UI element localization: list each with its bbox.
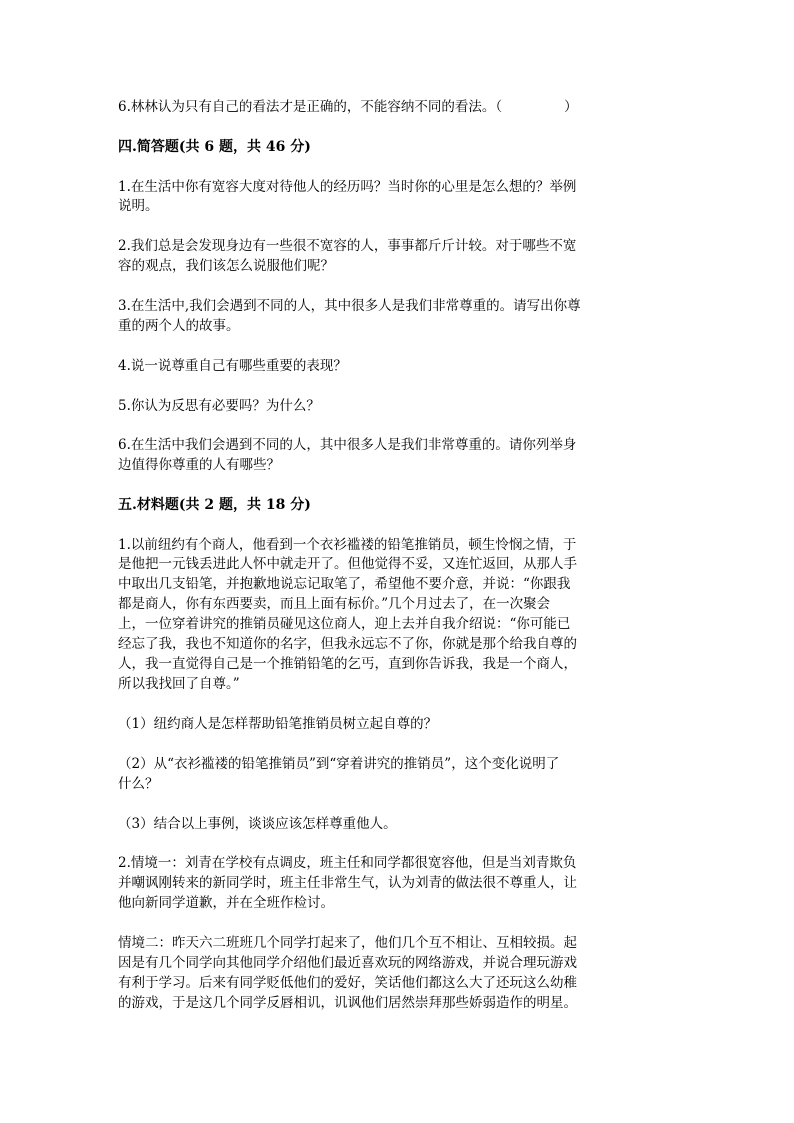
material-2-line-2: 并嘲讽刚转来的新同学时，班主任非常生气，认为刘青的做法很不尊重人，让 xyxy=(118,875,577,891)
material-1-subquestion-2-line-1: （2）从“衣衫褴褛的铅笔推销员”到“穿着讲究的推销员”，这个变化说明了 xyxy=(118,756,560,772)
short-answer-6-line-1: 6.在生活中我们会遇到不同的人，其中很多人是我们非常尊重的。请你列举身 xyxy=(118,437,577,453)
material-1-line-4: 都是商人，你有东西要卖，而且上面有标价。”几个月过去了，在一次聚会 xyxy=(118,596,551,612)
material-1-subquestion-2-line-2: 什么？ xyxy=(118,776,159,792)
material-2-context-2-line-1: 情境二：昨天六二班班几个同学打起来了，他们几个互不相让、互相较损。起 xyxy=(118,935,577,951)
material-1-line-6: 经忘了我，我也不知道你的名字，但我永远忘不了你，你就是那个给我自尊的 xyxy=(118,636,577,652)
short-answer-2-line-2: 容的观点，我们该怎么说服他们呢？ xyxy=(118,258,334,274)
material-2-context-2-line-4: 的游戏，于是这几个同学反唇相讥，讥讽他们居然崇拜那些娇弱造作的明星。 xyxy=(118,995,577,1011)
short-answer-5: 5.你认为反思有必要吗？为什么？ xyxy=(118,398,320,414)
answer-bracket-close: ） xyxy=(564,99,578,115)
material-2-line-1: 2.情境一：刘青在学校有点调皮，班主任和同学都很宽容他，但是当刘青欺负 xyxy=(118,855,577,871)
material-1-line-3: 中取出几支铅笔，并抱歉地说忘记取笔了，希望他不要介意，并说：“你跟我 xyxy=(118,576,571,592)
material-2-line-3: 他向新同学道歉，并在全班作检讨。 xyxy=(118,895,334,911)
material-1-subquestion-3: （3）结合以上事例，谈谈应该怎样尊重他人。 xyxy=(118,816,397,832)
short-answer-3-line-1: 3.在生活中,我们会遇到不同的人，其中很多人是我们非常尊重的。请写出你尊 xyxy=(118,298,581,314)
short-answer-1-line-1: 1.在生活中你有宽容大度对待他人的经历吗？当时你的心里是怎么想的？举例 xyxy=(118,179,577,195)
short-answer-6-line-2: 边值得你尊重的人有哪些？ xyxy=(118,457,280,473)
material-1-subquestion-1: （1）纽约商人是怎样帮助铅笔推销员树立起自尊的？ xyxy=(118,716,438,732)
short-answer-3-line-2: 重的两个人的故事。 xyxy=(118,318,240,334)
section-4-heading: 四.简答题(共 6 题，共 46 分) xyxy=(118,139,311,155)
short-answer-1-line-2: 说明。 xyxy=(118,198,159,214)
short-answer-2-line-1: 2.我们总是会发现身边有一些很不宽容的人，事事都斤斤计较。对于哪些不宽 xyxy=(118,238,577,254)
material-2-context-2-line-3: 有利于学习。后来有同学贬低他们的爱好，笑话他们都这么大了还玩这么幼稚 xyxy=(118,975,577,991)
question-text: 6.林林认为只有自己的看法才是正确的，不能容纳不同的看法。（ xyxy=(118,99,503,115)
material-1-line-2: 是他把一元钱丢进此人怀中就走开了。但他觉得不妥，又连忙返回，从那人手 xyxy=(118,556,577,572)
short-answer-4: 4.说一说尊重自己有哪些重要的表现？ xyxy=(118,358,347,374)
section-5-heading: 五.材料题(共 2 题，共 18 分) xyxy=(118,497,311,513)
material-1-line-8: 所以我找回了自尊。” xyxy=(118,676,240,692)
material-1-line-1: 1.以前纽约有个商人，他看到一个衣衫褴褛的铅笔推销员，顿生怜悯之情，于 xyxy=(118,537,577,553)
material-1-line-7: 人，我一直觉得自己是一个推销铅笔的乞丐，直到你告诉我，我是一个商人， xyxy=(118,656,577,672)
material-1-line-5: 上，一位穿着讲究的推销员碰见这位商人，迎上去并自我介绍说：“你可能已 xyxy=(118,616,571,632)
truefalse-question-6 xyxy=(118,99,578,115)
material-2-context-2-line-2: 因是有几个同学向其他同学介绍他们最近喜欢玩的网络游戏，并说合理玩游戏 xyxy=(118,955,577,971)
